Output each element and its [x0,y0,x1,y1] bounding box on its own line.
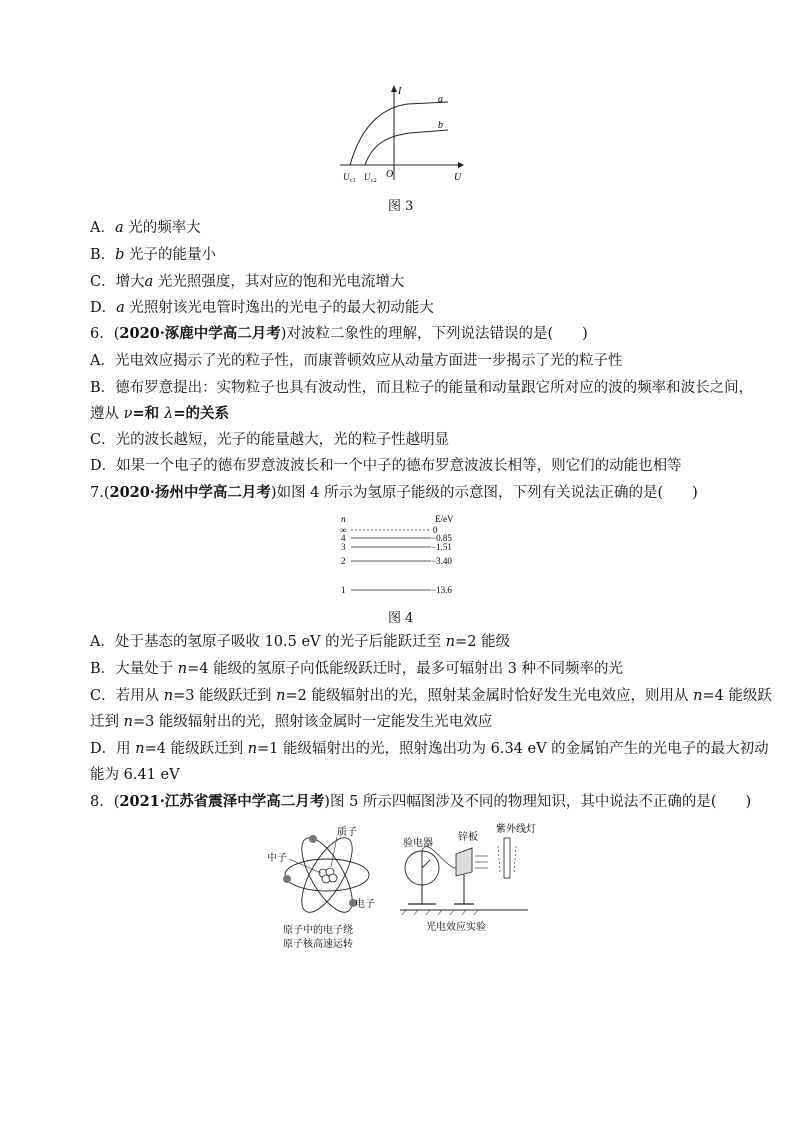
level-n-inf: ∞ [340,525,347,535]
level-e-4: −0.85 [431,533,452,543]
atom-caption-line1: 原子中的电子绕 [283,925,353,936]
q7-option-c-line1: C．若用从 n=3 能级跃迁到 n=2 能级辐射出的光，照射某金属时恰好发生光电效应，则用从 n=4 能级跃 [90,688,772,704]
axis-i-label: I [398,86,402,97]
q6-option-a: A．光电效应揭示了光的粒子性，而康普顿效应从动量方面进一步揭示了光的粒子性 [90,353,623,369]
uc2-sub: c2 [371,178,377,184]
photoelectric-caption: 光电效应实验 [426,922,486,933]
level-n-2: 2 [341,556,346,566]
figure-4-caption: 图 4 [388,611,414,626]
figure-3-caption: 图 3 [388,199,414,214]
q7-option-c-line2: 迁到 n=3 能级辐射出的光，照射该金属时一定能发生光电效应 [90,714,493,730]
electron-label: 电子 [355,899,375,910]
n-label: n [341,514,346,524]
figure-3-iu-graph [330,80,470,190]
q5-option-c: C．增大a 光光照强度，其对应的饱和光电流增大 [90,274,405,290]
curve-a-label: a [438,94,443,105]
q8-stem: 8．(2021·江苏省震泽中学高二月考)图 5 所示四幅图涉及不同的物理知识，其中说法不正确的是( ) [90,793,752,810]
zinc-plate-label: 锌板 [458,832,478,843]
q7-stem: 7.(2020·扬州中学高二月考)如图 4 所示为氢原子能级的示意图，下列有关说法正确的是( ) [90,484,698,501]
level-e-3: −1.51 [431,542,452,552]
q7-option-a: A．处于基态的氢原子吸收 10.5 eV 的光子后能跃迁至 n=2 能级 [90,634,511,650]
level-n-1: 1 [341,585,346,595]
neutron-label: 中子 [267,853,287,864]
atom-caption-line2: 原子核高速运转 [283,939,353,950]
uc2-label: U [364,172,371,182]
level-e-inf: 0 [433,525,438,535]
uc1-label: U [343,172,350,182]
q6-stem: 6．(2020·涿鹿中学高二月考)对波粒二象性的理解，下列说法错误的是( ) [90,325,588,342]
figure-5-atom-model [265,825,385,955]
q5-option-d: D．a 光照射该光电管时逸出的光电子的最大初动能大 [90,300,434,316]
proton-label: 质子 [337,827,357,838]
q7-option-d-line2: 能为 6.41 eV [90,767,180,783]
electroscope-label: 验电器 [403,838,433,849]
q7-option-b: B．大量处于 n=4 能级的氢原子向低能级跃迁时，最多可辐射出 3 种不同频率的光 [90,661,624,677]
q6-option-b-line1: B．德布罗意提出：实物粒子也具有波动性，而且粒子的能量和动量跟它所对应的波的频率和波长之间， [90,380,754,396]
level-n-3: 3 [341,542,346,552]
q5-option-a: A．a 光的频率大 [90,220,201,236]
origin-label: O [386,169,394,180]
q5-option-b: B．b 光子的能量小 [90,247,217,263]
q6-option-d: D．如果一个电子的德布罗意波波长和一个中子的德布罗意波波长相等，则它们的动能也相等 [90,458,682,474]
uc1-sub: c1 [350,178,356,184]
q7-option-d-line1: D．用 n=4 能级跃迁到 n=1 能级辐射出的光，照射逸出功为 6.34 eV 的金属铂产生的光电子的最大初动 [90,741,769,757]
level-e-1: −13.6 [431,585,452,595]
figure-4-energy-levels [335,512,475,600]
level-e-2: −3.40 [431,556,452,566]
q6-option-c: C．光的波长越短，光子的能量越大，光的粒子性越明显 [90,432,450,448]
e-label: E/eV [435,514,454,524]
level-n-4: 4 [341,533,346,543]
figure-5-photoelectric-setup [398,822,548,934]
uv-lamp-label: 紫外线灯 [496,824,536,835]
q6-option-b-line2: 遵从 ν=和 λ=的关系 [90,405,229,422]
curve-b-label: b [438,120,443,131]
axis-u-label: U [454,172,462,183]
